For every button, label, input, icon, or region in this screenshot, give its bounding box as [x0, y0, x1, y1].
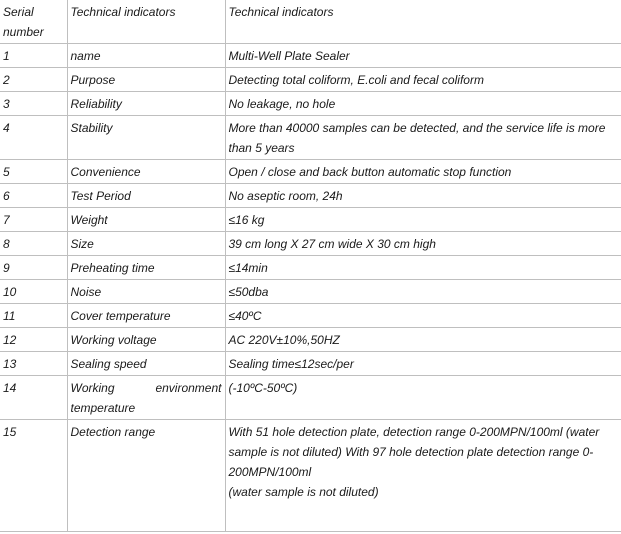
row-number: 2: [0, 68, 67, 92]
row-number: 9: [0, 256, 67, 280]
table-row: [0, 304, 621, 328]
row-value: ≤50dba: [225, 280, 621, 304]
row-value: AC 220V±10%,50HZ: [225, 328, 621, 352]
row-number: 3: [0, 92, 67, 116]
row-indicator: Test Period: [67, 184, 225, 208]
table-row: [0, 256, 621, 280]
row-value: Open / close and back button automatic stop function: [225, 160, 621, 184]
row-indicator: Purpose: [67, 68, 225, 92]
table-row: [0, 232, 621, 256]
row-indicator: Preheating time: [67, 256, 225, 280]
row-indicator: Stability: [67, 116, 225, 160]
row-number: 11: [0, 304, 67, 328]
row-value: [225, 420, 621, 532]
table-row: [0, 44, 621, 68]
row-indicator: Reliability: [67, 92, 225, 116]
row-indicator-line2: temperature: [70, 401, 136, 415]
table-row: [0, 376, 621, 420]
row-number: 1: [0, 44, 67, 68]
row-value: 39 cm long X 27 cm wide X 30 cm high: [225, 232, 621, 256]
row-indicator: Noise: [67, 280, 225, 304]
table-row: [0, 420, 621, 532]
row-indicator: Weight: [67, 208, 225, 232]
row-value: ≤40ºC: [225, 304, 621, 328]
table-row: [0, 68, 621, 92]
row-indicator-line1: [71, 378, 222, 398]
row-value: Multi-Well Plate Sealer: [225, 44, 621, 68]
row-indicator: Working voltage: [67, 328, 225, 352]
header-row: [0, 0, 621, 44]
table-row: [0, 184, 621, 208]
row-value: (-10ºC-50ºC): [225, 376, 621, 420]
row-indicator: Detection range: [67, 420, 225, 532]
row-number: 10: [0, 280, 67, 304]
row-number: 13: [0, 352, 67, 376]
row-indicator: Sealing speed: [67, 352, 225, 376]
row-value: ≤16 kg: [225, 208, 621, 232]
row-value-note: (water sample is not diluted): [228, 485, 379, 499]
row-number: 6: [0, 184, 67, 208]
row-value: No leakage, no hole: [225, 92, 621, 116]
table-row: [0, 328, 621, 352]
row-number: 15: [0, 420, 67, 532]
header-indicator-name: Technical indicators: [67, 0, 225, 44]
row-number: 4: [0, 116, 67, 160]
header-serial-number: Serial number: [0, 0, 67, 44]
row-number: 7: [0, 208, 67, 232]
row-value-text: With 51 hole detection plate, detection range 0-200MPN/100ml (water sample is not diluted) With 97 hole detection plate detection range 0-200MPN/100ml: [228, 425, 600, 479]
header-indicator-value: Technical indicators: [225, 0, 621, 44]
row-value: More than 40000 samples can be detected, and the service life is more than 5 years: [225, 116, 621, 160]
row-indicator-word: environment: [155, 381, 222, 395]
table-row: [0, 160, 621, 184]
table-row: [0, 92, 621, 116]
row-value: Sealing time≤12sec/per: [225, 352, 621, 376]
row-value: Detecting total coliform, E.coli and fecal coliform: [225, 68, 621, 92]
table-row: [0, 116, 621, 160]
row-indicator: Convenience: [67, 160, 225, 184]
row-indicator-word: Working: [70, 381, 115, 395]
row-indicator: Cover temperature: [67, 304, 225, 328]
row-indicator: Size: [67, 232, 225, 256]
table-row: [0, 280, 621, 304]
row-value: ≤14min: [225, 256, 621, 280]
row-indicator: name: [67, 44, 225, 68]
row-number: 5: [0, 160, 67, 184]
row-indicator: [67, 376, 225, 420]
row-number: 12: [0, 328, 67, 352]
table-row: [0, 352, 621, 376]
row-number: 14: [0, 376, 67, 420]
row-number: 8: [0, 232, 67, 256]
table-row: [0, 208, 621, 232]
row-value: No aseptic room, 24h: [225, 184, 621, 208]
